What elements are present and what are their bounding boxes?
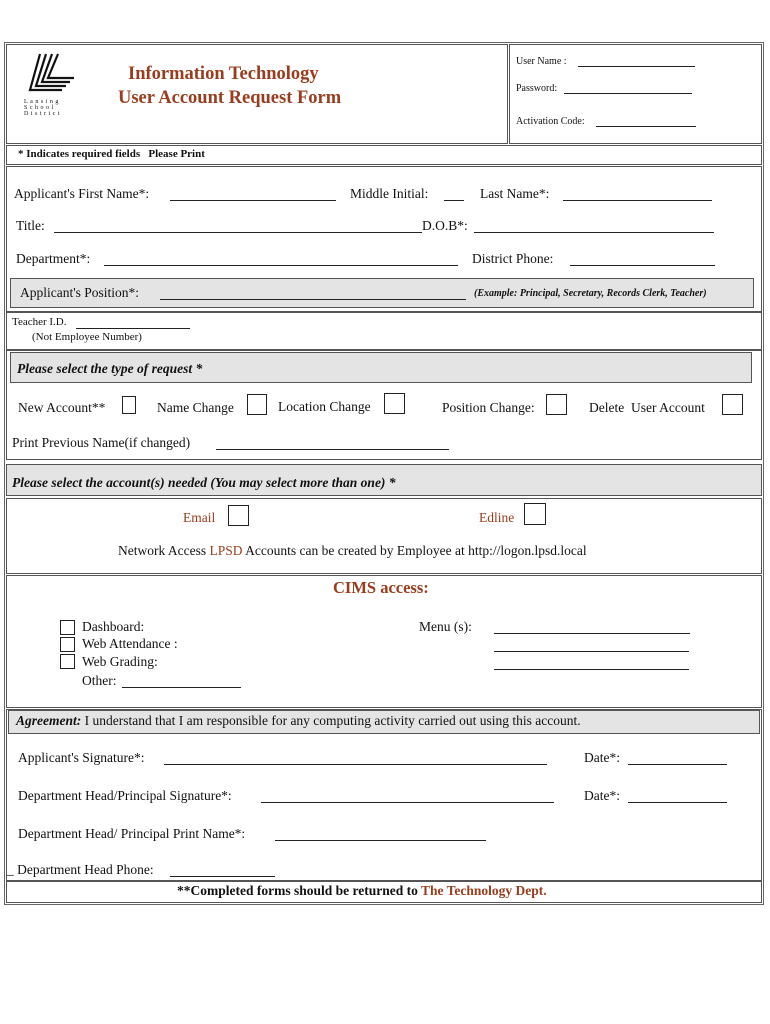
middle-initial-field[interactable] [444, 200, 464, 201]
other-label: Other: [82, 673, 117, 688]
email-option-label: Email [183, 510, 216, 525]
district-logo [22, 52, 82, 116]
position-label: Applicant's Position*: [20, 285, 140, 300]
username-label: User Name : [516, 56, 567, 67]
dept-head-signature-label: Department Head/Principal Signature*: [18, 788, 232, 803]
name-change-checkbox[interactable] [247, 394, 267, 415]
other-field[interactable] [122, 687, 241, 688]
accounts-section [6, 498, 762, 574]
date1-field[interactable] [628, 764, 727, 765]
web-grading-label: Web Grading: [82, 654, 158, 669]
last-name-label: Last Name*: [480, 186, 550, 201]
activation-code-field[interactable] [596, 126, 696, 127]
return-instructions [177, 883, 547, 899]
position-change-checkbox[interactable] [546, 394, 567, 415]
form-title-line2: User Account Request Form [118, 88, 342, 108]
new-account-checkbox[interactable] [122, 396, 136, 414]
menu-field-1[interactable] [494, 633, 690, 634]
accounts-heading: Please select the account(s) needed (You may select more than one) * [12, 475, 396, 490]
network-note-text: Network Access [118, 543, 210, 558]
agreement-text: I understand that I am responsible for any computing activity carried out using this account. [81, 713, 581, 728]
web-attendance-label: Web Attendance : [82, 636, 178, 651]
request-type-heading: Please select the type of request * [17, 361, 203, 376]
title-field[interactable] [54, 232, 422, 233]
teacher-id-note: (Not Employee Number) [32, 331, 142, 343]
print-name-field[interactable] [275, 840, 486, 841]
option-new-account: New Account** [18, 400, 106, 415]
applicant-signature-label: Applicant's Signature*: [18, 750, 145, 765]
option-position-change: Position Change: [442, 400, 535, 415]
delete-account-checkbox[interactable] [722, 394, 743, 415]
required-notice: * Indicates required fields Please Print [18, 148, 205, 160]
menu-label: Menu (s): [419, 619, 472, 634]
web-grading-checkbox[interactable] [60, 654, 75, 669]
network-note-url-text: Accounts can be created by Employee at http://logon.lpsd.local [242, 543, 587, 558]
agreement-label: Agreement: [16, 713, 82, 728]
previous-name-field[interactable] [216, 449, 449, 450]
date1-label: Date*: [584, 750, 620, 765]
edline-checkbox[interactable] [524, 503, 546, 525]
first-name-label: Applicant's First Name*: [14, 186, 150, 201]
date2-label: Date*: [584, 788, 620, 803]
password-field[interactable] [564, 93, 692, 94]
network-access-note [118, 543, 587, 559]
agreement-statement [16, 713, 581, 729]
edline-option-label: Edline [479, 510, 515, 525]
first-name-field[interactable] [170, 200, 336, 201]
district-phone-field[interactable] [570, 265, 715, 266]
technology-dept-text: The Technology Dept. [421, 883, 547, 898]
dob-label: D.O.B*: [422, 218, 468, 233]
password-label: Password: [516, 83, 558, 94]
department-label: Department*: [16, 251, 91, 266]
teacher-id-field[interactable] [76, 328, 190, 329]
cims-heading: CIMS access: [333, 578, 429, 597]
menu-field-3[interactable] [494, 669, 689, 670]
return-text: **Completed forms should be returned to [177, 883, 422, 898]
dashboard-checkbox[interactable] [60, 620, 75, 635]
location-change-checkbox[interactable] [384, 393, 405, 414]
web-attendance-checkbox[interactable] [60, 637, 75, 652]
position-example: (Example: Principal, Secretary, Records Clerk, Teacher) [474, 288, 707, 299]
teacher-id-label: Teacher I.D. [12, 316, 67, 328]
logo-text-line: Lansing [24, 99, 61, 105]
dept-head-phone-label: _ Department Head Phone: [7, 862, 154, 877]
lsd-logo-mark [22, 52, 82, 100]
dept-head-signature-field[interactable] [261, 802, 554, 803]
middle-initial-label: Middle Initial: [350, 186, 429, 201]
dept-head-phone-field[interactable] [170, 876, 275, 877]
print-previous-name-label: Print Previous Name(if changed) [12, 435, 191, 450]
option-name-change: Name Change [157, 400, 234, 415]
activation-code-label: Activation Code: [516, 116, 585, 127]
email-checkbox[interactable] [228, 505, 249, 526]
applicant-signature-field[interactable] [164, 764, 547, 765]
dashboard-label: Dashboard: [82, 619, 145, 634]
department-field[interactable] [104, 265, 458, 266]
option-delete-account: Delete User Account [589, 400, 705, 415]
form-title-line1: Information Technology [128, 64, 319, 84]
menu-field-2[interactable] [494, 651, 689, 652]
print-name-label: Department Head/ Principal Print Name*: [18, 826, 246, 841]
option-location-change: Location Change [278, 399, 371, 414]
username-field[interactable] [578, 66, 695, 67]
district-phone-label: District Phone: [472, 251, 554, 266]
logo-text-line: School [24, 105, 56, 111]
logo-text-line: District [24, 111, 62, 117]
date2-field[interactable] [628, 802, 727, 803]
position-field[interactable] [160, 299, 466, 300]
dob-field[interactable] [474, 232, 714, 233]
last-name-field[interactable] [563, 200, 712, 201]
title-label: Title: [16, 218, 45, 233]
network-note-lpsd: LPSD [209, 543, 243, 558]
